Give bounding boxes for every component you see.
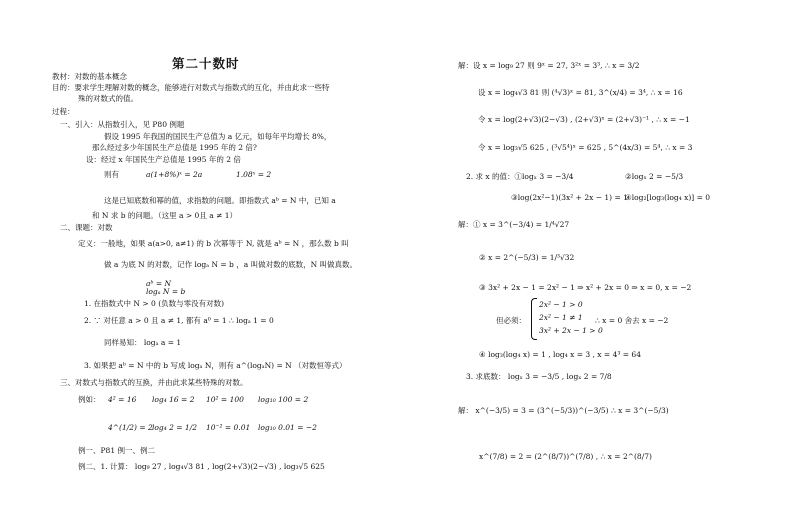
intro-explanation-2: 和 N 求 b 的问题。（这里 a > 0且 a ≠ 1） <box>92 211 238 220</box>
aim-line-1: 目的：要求学生理解对数的概念，能够进行对数式与指数式的互化，并由此求一些特 <box>52 83 330 92</box>
example-one-line: 例一、P81 例一、例二 <box>78 446 155 455</box>
condition-3: 3x² + 2x − 1 > 0 <box>539 326 603 335</box>
answer-3a: 解： x^(−3/5) = 3 = (3^(−5/3))^(−3/5) ∴ x = 3^(−5/3) <box>458 406 669 415</box>
question-2d: ④log₂[log₃(log₄ x)] = 0 <box>625 193 711 202</box>
intro-equation-2: 1.08ˣ = 2 <box>236 170 272 179</box>
intro-assumption: 设：经过 x 年国民生产总值是 1995 年的 2 倍 <box>86 155 241 164</box>
answer-3b: x^(7/8) = 2 = (2^(8/7))^(7/8) , ∴ x = 2^(8/7) <box>479 452 652 461</box>
question-2-heading: 2. 求 x 的值：①logₓ 3 = −3/4 <box>466 172 574 181</box>
intro-equation-1: a(1+8%)ˣ = 2a <box>146 170 203 179</box>
question-2b: ②logₓ 2 = −5/3 <box>625 172 684 181</box>
answer-2d: ④ log₃(log₄ x) = 1 , log₄ x = 3 , x = 4³ = 64 <box>479 350 641 359</box>
solution-4: 令 x = log₃√5 625 , (³√5⁴)ˣ = 625 , 5^(4x/3) = 5⁴, ∴ x = 3 <box>478 143 693 152</box>
section-1-heading: 一、引入：从指数引入，见 P80 例题 <box>60 120 185 129</box>
definition-line-2: 做 a 为底 N 的对数，记作 logₐ N = b ，a 叫做对数的底数，N 叫做真数。 <box>104 260 358 269</box>
question-2c: ③log(2x²−1)(3x² + 2x − 1) = 1 <box>511 193 628 202</box>
example-two-line: 例二、1. 计算： log₉ 27 , log₄√3 81 , log(2+√3)(2−√3) , log₃√5 625 <box>78 462 325 471</box>
note-2: 2. ∵ 对任意 a > 0 且 a ≠ 1, 都有 a⁰ = 1 ∴ logₐ 1 = 0 <box>84 316 274 325</box>
section-3-heading: 三、对数式与指数式的互换，并由此求某些特殊的对数。 <box>60 378 248 387</box>
answer-2a: 解：① x = 3^(−3/4) = 1/⁴√27 <box>458 220 570 229</box>
note-3-identity: 3. 如果把 aᵇ = N 中的 b 写成 logₐ N，则有 a^(logₐN) = N （对数恒等式） <box>84 361 347 370</box>
exponential-form: aᵇ = N <box>146 279 172 288</box>
example-cell: log₁₀ 100 = 2 <box>258 395 309 404</box>
example-cell: log₄ 16 = 2 <box>152 395 195 404</box>
solution-2: 设 x = log₄√3 81 则 (⁴√3)ˣ = 81, 3^(x/4) = 3⁴, ∴ x = 16 <box>478 88 683 97</box>
intro-explanation-1: 这是已知底数和幂的值，求指数的问题。即指数式 aᵇ = N 中，已知 a <box>104 196 336 205</box>
answer-2b: ② x = 2^(−5/3) = 1/³√32 <box>479 253 575 262</box>
example-cell: 10² = 100 <box>206 395 244 404</box>
page-title: 第二十数时 <box>172 56 240 71</box>
note-2-similar: 同样易知： logₐ a = 1 <box>104 338 182 347</box>
condition-2: 2x² − 1 ≠ 1 <box>539 313 583 322</box>
solution-3: 令 x = log(2+√3)(2−√3) , (2+√3)ˣ = (2+√3)⁻¹ , ∴ x = −1 <box>478 115 690 124</box>
then-label: 则有 <box>104 170 119 179</box>
section-2-heading: 二、课题：对数 <box>60 223 113 232</box>
solution-1: 解：设 x = log₉ 27 则 9ˣ = 27, 3²ˣ = 3³, ∴ x = 3/2 <box>458 61 640 70</box>
logarithm-form: logₐ N = b <box>146 287 186 296</box>
example-cell: log₁₀ 0.01 = −2 <box>258 423 317 432</box>
example-cell: 10⁻² = 0.01 <box>206 423 251 432</box>
definition-line-1: 定义：一般地，如果 a(a>0, a≠1) 的 b 次幂等于 N, 就是 aᵇ = N ，那么数 b 叫 <box>78 239 349 248</box>
examples-label: 例如： <box>78 395 101 404</box>
material-line: 教材：对数的基本概念 <box>52 72 127 81</box>
intro-question-1: 假设 1995 年我国的国民生产总值为 a 亿元，如每年平均增长 8%， <box>104 132 332 141</box>
question-3: 3. 求底数： logₓ 3 = −3/5 , logₓ 2 = 7/8 <box>466 372 612 381</box>
example-cell: 4^(1/2) = 2 <box>108 423 153 432</box>
intro-question-2: 那么经过多少年国民生产总值是 1995 年的 2 倍? <box>92 143 257 152</box>
example-cell: log₄ 2 = 1/2 <box>152 423 197 432</box>
answer-2c-result: ∴ x = 0 舍去 x = −2 <box>595 316 669 325</box>
process-label: 过程： <box>52 107 75 116</box>
answer-2c: ③ 3x² + 2x − 1 = 2x² − 1 ⇒ x² + 2x = 0 ⇒ x = 0, x = −2 <box>479 283 692 292</box>
condition-brace <box>531 298 537 340</box>
answer-2c-check-label: 但必须： <box>496 316 526 325</box>
aim-line-2: 殊的对数式的值。 <box>78 94 138 103</box>
condition-1: 2x² − 1 > 0 <box>539 300 583 309</box>
example-cell: 4² = 16 <box>108 395 137 404</box>
note-1: 1. 在指数式中 N > 0 (负数与零没有对数) <box>84 299 225 308</box>
